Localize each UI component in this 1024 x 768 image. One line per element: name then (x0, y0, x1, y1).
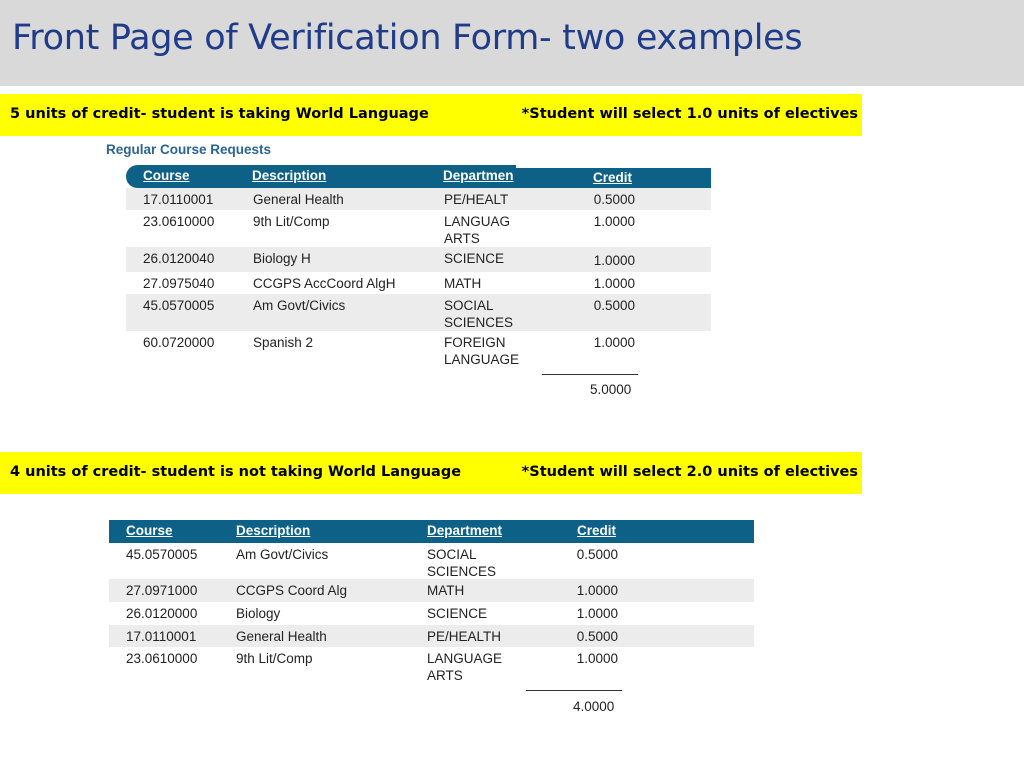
table-1-header-department: Departmen (443, 168, 514, 183)
cell-course: 26.0120000 (126, 606, 198, 621)
cell-department: PE/HEALT (444, 192, 509, 207)
table-row (109, 647, 754, 685)
cell-description: Biology H (253, 251, 311, 266)
cell-course: 45.0570005 (143, 298, 215, 313)
cell-department: SCIENCE (427, 606, 488, 621)
cell-description: 9th Lit/Comp (253, 214, 330, 229)
table-row (109, 579, 754, 602)
cell-description: Biology (236, 606, 281, 621)
cell-credit: 1.0000 (593, 335, 635, 350)
table-row (126, 331, 711, 368)
table-2-header-course: Course (126, 523, 173, 538)
cell-course: 17.0110001 (126, 629, 197, 644)
table-row (126, 294, 711, 331)
cell-description: Am Govt/Civics (253, 298, 346, 313)
cell-course: 60.0720000 (143, 335, 215, 350)
table-row (126, 247, 711, 272)
banner-example-2 (0, 452, 862, 494)
cell-credit: 1.0000 (576, 651, 618, 666)
cell-credit: 1.0000 (576, 583, 618, 598)
banner-2-electives: *Student will select 2.0 units of electives (521, 464, 858, 480)
table-1-header-description: Description (252, 168, 327, 183)
cell-department: SCIENCE (444, 251, 505, 266)
title-bar (0, 0, 1024, 86)
page-title: Front Page of Verification Form- two examples (12, 18, 803, 58)
cell-department: MATH (444, 276, 482, 291)
cell-department: PE/HEALTH (427, 629, 502, 644)
cell-course: 23.0610000 (126, 651, 198, 666)
cell-description: Am Govt/Civics (236, 547, 329, 562)
table-1-header-course: Course (143, 168, 190, 183)
cell-department: MATH (427, 583, 465, 598)
cell-credit: 1.0000 (593, 214, 635, 229)
cell-credit: 0.5000 (576, 547, 618, 562)
table-1-header-credit: Credit (593, 170, 633, 185)
banner-1-note: 5 units of credit- student is taking World Language (10, 106, 429, 122)
cell-credit: 1.0000 (593, 276, 635, 291)
cell-course: 27.0971000 (126, 583, 198, 598)
cell-description: General Health (253, 192, 344, 207)
table-2-header-description: Description (236, 523, 311, 538)
table-2-total: 4.0000 (573, 699, 615, 714)
table-1-header (126, 165, 516, 188)
table-2-total-rule (526, 690, 622, 691)
cell-credit: 1.0000 (593, 253, 635, 268)
table-row (126, 210, 711, 247)
cell-description: CCGPS AccCoord AlgH (253, 276, 396, 291)
banner-example-1 (0, 94, 862, 136)
table-2-header-credit: Credit (577, 523, 617, 538)
banner-1-electives: *Student will select 1.0 units of electives (521, 106, 858, 122)
cell-credit: 0.5000 (593, 192, 635, 207)
cell-department: SOCIAL SCIENCES (444, 298, 514, 330)
cell-department: LANGUAGE ARTS (427, 651, 503, 683)
cell-department: SOCIAL SCIENCES (427, 547, 497, 579)
cell-course: 27.0975040 (143, 276, 215, 291)
cell-description: 9th Lit/Comp (236, 651, 313, 666)
cell-course: 17.0110001 (143, 192, 214, 207)
table-1-total-rule (542, 374, 638, 375)
table-row (109, 625, 754, 647)
table-2-header (109, 520, 754, 543)
cell-department: FOREIGN LANGUAGE (444, 335, 520, 367)
cell-department: LANGUAG ARTS (444, 214, 511, 246)
cell-description: General Health (236, 629, 327, 644)
table-2-header-department: Department (427, 523, 503, 538)
cell-course: 45.0570005 (126, 547, 198, 562)
cell-course: 23.0610000 (143, 214, 215, 229)
table-1-total: 5.0000 (590, 382, 632, 397)
table-1-caption: Regular Course Requests (106, 142, 272, 157)
cell-description: CCGPS Coord Alg (236, 583, 348, 598)
cell-credit: 0.5000 (593, 298, 635, 313)
table-row (109, 602, 754, 625)
table-row (109, 543, 754, 579)
table-row (126, 188, 711, 210)
cell-description: Spanish 2 (253, 335, 314, 350)
cell-course: 26.0120040 (143, 251, 215, 266)
banner-2-note: 4 units of credit- student is not taking World Language (10, 464, 462, 480)
cell-credit: 1.0000 (576, 606, 618, 621)
cell-credit: 0.5000 (576, 629, 618, 644)
table-row (126, 272, 711, 294)
